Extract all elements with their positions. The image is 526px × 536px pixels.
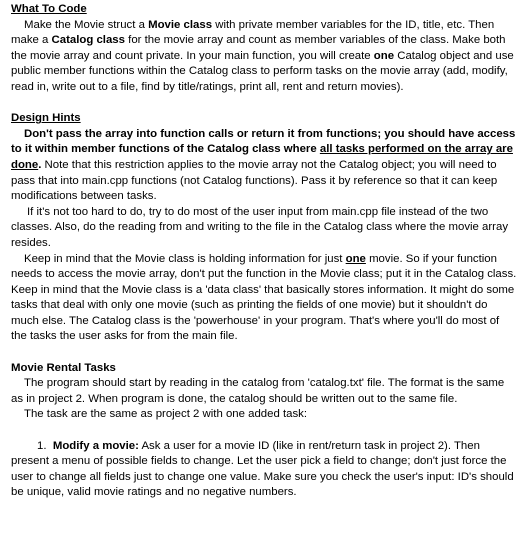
spacer — [11, 345, 517, 361]
text-run: with private member variables for the ID, title, etc. Then make a — [11, 18, 495, 47]
bold-text: Don't pass the array into function calls or return it from functions; you should have access to it within member functions of the Catalog class where — [11, 127, 516, 156]
text-run: Keep in mind that the Movie class is holding information for just — [24, 252, 346, 265]
section-heading-what-to-code: What To Code — [11, 3, 87, 15]
text-run: Note that this restriction applies to the movie array not the Catalog object; you will need to pass that into main.cpp functions (not Catalog functions). Pass it by reference so that it can keep modifications between tasks. — [11, 158, 498, 203]
design-hints-paragraph-3 — [11, 252, 517, 346]
list-item-modify-movie — [11, 439, 517, 501]
document — [11, 2, 517, 501]
bold-underlined-text: all tasks performed on the array are done — [11, 143, 513, 171]
bold-text: . — [38, 158, 42, 171]
text-run: for the movie array and count as member variables of the class. Make both the movie array and count private. In your main function, you will create — [11, 34, 506, 62]
text-run: movie. So if your function needs to access the movie array, don't put the function in the Movie class; put it in the Catalog class. Keep in mind that the Movie class is a 'data class' that basically stores information. It might do some tasks that deal with only one movie (such as printing the fields of one movie) but it shouldn't do much else. The Catalog class is the 'powerhouse' in your program. That's where you'll do most of the tasks the user asks for from the main file. — [11, 252, 517, 343]
design-hints-paragraph-1 — [11, 127, 517, 205]
design-hints-paragraph-2: If it's not too hard to do, try to do most of the user input from main.cpp file instead of the two classes. Also, do the reading from and writing to the file in the Catalog class where the movie array resides. — [11, 205, 509, 249]
list-item-label: Modify a movie: — [52, 439, 139, 452]
movie-rental-paragraph-2: The task are the same as project 2 with one added task: — [24, 408, 308, 421]
text-run: Make the Movie struct a — [24, 18, 149, 31]
bold-term: Movie class — [148, 18, 213, 31]
list-item-text: Ask a user for a movie ID (like in rent/return task in project 2). Then present a menu of possible fields to change. Let the user pick a field to change; don't just force the user to change all fields just to change one value. Make sure you check the user's input: ID's should be unique, valid movie ratings and no negative numbers. — [11, 439, 514, 499]
text-run: Catalog object and use public member functions within the Catalog class to perform tasks on the movie array (add, modify, read in, write out to a file, find by title/ratings, print all, rent and return movies). — [11, 49, 514, 93]
bold-underlined-text: one — [345, 252, 366, 265]
section-heading-design-hints: Design Hints — [11, 112, 81, 125]
list-number: 1. — [37, 439, 47, 452]
spacer — [11, 423, 517, 439]
spacer — [11, 96, 517, 112]
movie-rental-paragraph-1: The program should start by reading in the catalog from 'catalog.txt' file. The format is the same as in project 2. When program is done, the catalog should be written out to the same file. — [11, 377, 505, 405]
section-heading-movie-rental-tasks: Movie Rental Tasks — [11, 361, 116, 374]
bold-term: Catalog class — [51, 34, 125, 47]
what-to-code-paragraph — [11, 18, 517, 96]
bold-term: one — [373, 49, 395, 62]
